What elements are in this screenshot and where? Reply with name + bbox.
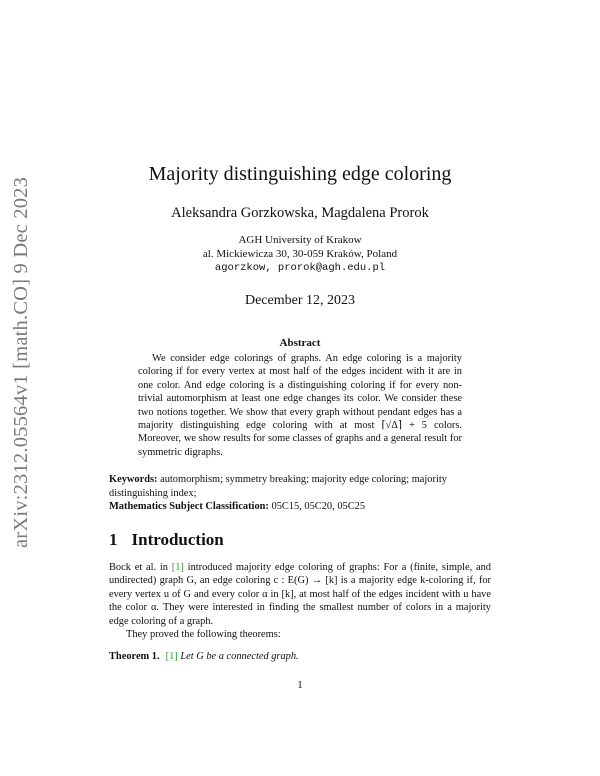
intro-paragraph-2: They proved the following theorems: [126,629,281,641]
theorem-label: Theorem 1. [109,651,160,662]
citation-link[interactable]: [1] [171,562,184,573]
paper-date: December 12, 2023 [244,293,356,308]
keywords-label: Keywords: [109,474,158,485]
abstract-formula: ⌈√Δ⌉ + 5 [381,420,428,432]
affiliation-address: al. Mickiewicza 30, 30-059 Kraków, Poland [202,248,398,260]
section-number: 1 [109,530,118,549]
abstract-body [138,352,462,459]
keywords-block [109,473,491,514]
abstract-text-2: colors. Moreover, we show results for some classes of graphs and a general result for symmetric digraphs. [138,420,462,458]
intro-text-b: introduced majority edge coloring of graphs: For a (finite, simple, and undirected) graph G, an edge coloring c : E(G) → [k] is a majority edge k-coloring if, for every vertex u of G and every color α in [k], at most half of the edges incident with u have the color α. They were interested in finding the smallest number of colors in a majority edge coloring of a graph. [109,562,491,627]
section-heading [109,530,224,550]
page-number: 1 [297,679,303,691]
affiliation-email: agorzkow, prorok@agh.edu.pl [214,262,386,274]
intro-text-a: Bock et al. in [109,562,172,573]
authors: Aleksandra Gorzkowska, Magdalena Prorok [171,205,429,221]
theorem-text: Let G be a connected graph. [180,651,299,662]
msc-label: Mathematics Subject Classification: [109,501,269,513]
theorem-1 [109,651,491,662]
section-title: Introduction [131,530,224,549]
affiliation-institution: AGH University of Krakow [238,234,362,246]
abstract-heading: Abstract [279,337,321,349]
theorem-citation-link[interactable]: [1] [165,651,178,662]
intro-body [109,561,491,641]
msc-text: 05C15, 05C20, 05C25 [271,501,366,513]
keywords-text: automorphism; symmetry breaking; majority edge coloring; majority distinguishing index; [109,474,447,499]
paper-title: Majority distinguishing edge coloring [148,163,452,185]
arxiv-stamp: arXiv:2312.05564v1 [math.CO] 9 Dec 2023 [10,176,32,548]
abstract-text-1: We consider edge colorings of graphs. An edge coloring is a majority coloring if for every vertex at most half of the edges incident with it are in one color. And edge coloring is a distinguishing coloring if for every non-trivial automorphism at least one edge changes its color. We consider these two notions together. We show that every graph without pendant edges has a majority distinguishing edge coloring with at most [138,353,462,432]
